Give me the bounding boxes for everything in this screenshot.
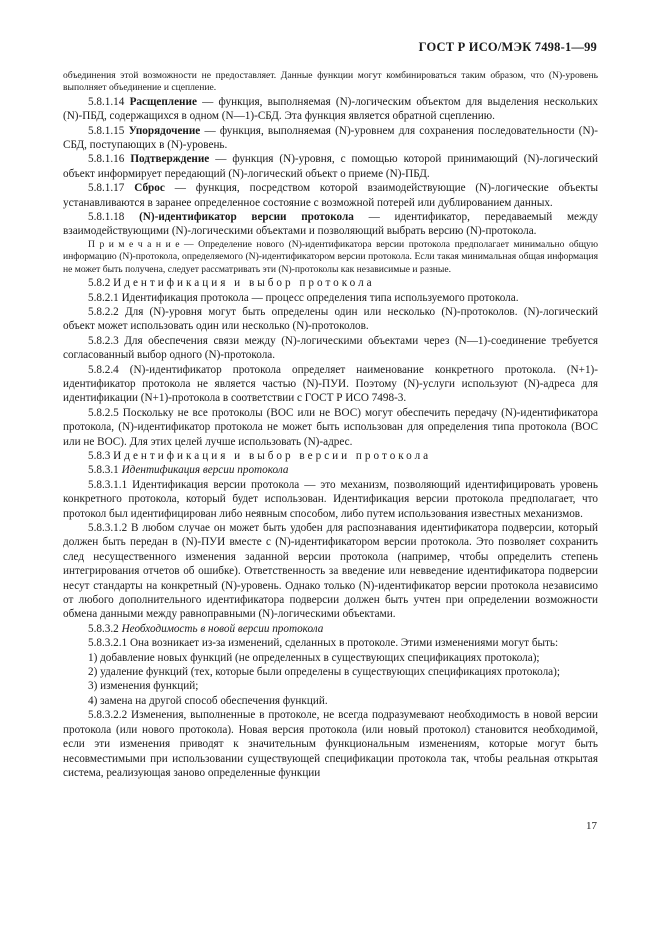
section-heading-5-8-3: 5.8.3 Идентификация и выбор версии протокола — [88, 449, 432, 462]
paragraph-5-8-3-1-2: 5.8.3.1.2 В любом случае он может быть удобен для распознавания идентификатора подверсии, который должен быть передан в (N)-ПУИ вместе с (N)-идентификатором версии протокола. Это позволяет сохранить след несущественного изменения заданной версии протокола (например, чтобы определить степень интегрирования отчетов об ошибке). Ответственность за введение или невведение идентификатора подверсии несут стандарты на конкретный (N)-уровень. Однако только (N)-идентификатор версии протокола независимо от любого дополнительного идентификатора подверсии должен быть учтен при определении возможности обмена данными между равноправными (N)-логическими объектами. — [63, 522, 598, 621]
intro-paragraph: объединения этой возможности не предоставляет. Данные функции могут комбинироваться таким образом, что (N)-уровень выполняет объединение и сцепление. — [63, 70, 598, 94]
list-item: 1) добавление новых функций (не определенных в существующих спецификациях протокола); — [88, 651, 540, 664]
note-label: П р и м е ч а н и е — [88, 238, 180, 250]
page-content — [63, 70, 598, 780]
paragraph-5-8-2-2: 5.8.2.2 Для (N)-уровня могут быть определены один или несколько (N)-протоколов. (N)-логический объект может использовать один или несколько (N)-протоколов. — [63, 305, 598, 333]
paragraph-5-8-2-1: 5.8.2.1 Идентификация протокола — процесс определения типа используемого протокола. — [88, 291, 519, 304]
subsection-heading-5-8-3-1: 5.8.3.1 Идентификация версии протокола — [88, 464, 289, 477]
definition-term: Упорядочение — [128, 124, 201, 137]
paragraph-5-8-3-1-1: 5.8.3.1.1 Идентификация версии протокола — это механизм, позволяющий идентифицировать уровень конкретного протокола, который будет использован. Идентификация версии протокола предполагает, что протокол был идентифицирован либо неявным способом, либо путем использования известных механизмов. — [63, 478, 598, 520]
paragraph-5-8-2-4: 5.8.2.4 (N)-идентификатор протокола определяет наименование конкретного протокола. (N+1)-идентификатор протокола не является частью (N)-ПУИ. Поэтому (N)-услуги используют (N)-адреса для идентификации (N+1)-протокола в соответствии с ГОСТ Р ИСО 7498-3. — [63, 363, 598, 405]
definition-5-8-1-18: 5.8.1.18 (N)-идентификатор версии протокола — идентификатор, передаваемый между взаимодействующими (N)-логическими объектами и позволяющий выбрать версию (N)-протокола. — [63, 211, 598, 238]
list-item: 2) удаление функций (тех, которые были определены в существующих спецификациях протокола); — [88, 666, 560, 679]
definition-term: (N)-идентификатор версии протокола — [139, 211, 354, 224]
page-header: ГОСТ Р ИСО/МЭК 7498-1—99 — [418, 40, 597, 54]
note-paragraph: П р и м е ч а н и е — Определение нового (N)-идентификатора версии протокола предполагает минимально общую информацию (N)-протокола, определяемого (N)-идентификатором версии протокола. Если такая минимальная общая информация не может быть получена, следует рассматривать эти (N)-протоколы как независимые и разные. — [63, 238, 599, 275]
paragraph-5-8-2-3: 5.8.2.3 Для обеспечения связи между (N)-логическими объектами через (N—1)-соединение требуется согласованный выбор одного (N)-протокола. — [63, 334, 598, 362]
definition-term: Подтверждение — [130, 153, 210, 166]
definition-term: Расщепление — [129, 95, 197, 108]
paragraph-5-8-3-2-1: 5.8.3.2.1 Она возникает из-за изменений, сделанных в протоколе. Этими изменениями могут быть: — [88, 637, 559, 650]
subsection-heading-5-8-3-2: 5.8.3.2 Необходимость в новой версии протокола — [88, 622, 324, 635]
definition-5-8-1-17: 5.8.1.17 Сброс — функция, посредством которой взаимодействующие (N)-логические объекты устанавливаются в заранее определенное состояние с возможной потерей или дублированием данных. — [63, 182, 599, 209]
section-title: Идентификация и выбор версии протокола — [113, 449, 432, 462]
definition-5-8-1-16: 5.8.1.16 Подтверждение — функция (N)-уровня, с помощью которой принимающий (N)-логический объект информирует передающий (N)-логический объект о приеме (N)-ПБД. — [63, 153, 598, 180]
definition-5-8-1-15: 5.8.1.15 Упорядочение — функция, выполняемая (N)-уровнем для сохранения последовательности (N)-СБД, поступающих в (N)-уровень. — [63, 124, 599, 152]
page-number: 17 — [586, 820, 597, 832]
subsection-title: Необходимость в новой версии протокола — [121, 622, 324, 635]
definition-5-8-1-14: 5.8.1.14 Расщепление — функция, выполняемая (N)-логическим объектом для выделения нескольких (N)-ПБД, содержащихся в одном (N—1)-СБД. Эта функция является обратной сцеплению. — [63, 95, 599, 123]
subsection-title: Идентификация версии протокола — [121, 464, 289, 477]
paragraph-5-8-3-2-2: 5.8.3.2.2 Изменения, выполненные в протоколе, не всегда подразумевают необходимость в новой версии протокола (или нового протокола). Новая версия протокола (или новый протокол) становится необходимой, если эти изменения приводят к значительным функциональным изменениям, которые могут быть несовместимыми при использовании существующей спецификации протокола так, чтобы реальная открытая система, реализующая заново определенные функции — [63, 709, 598, 779]
section-title: Идентификация и выбор протокола — [113, 277, 375, 290]
paragraph-5-8-2-5: 5.8.2.5 Поскольку не все протоколы (ВОС или не ВОС) могут обеспечить передачу (N)-идентификатора протокола, (N)-идентификатор протокола не может быть использован для определения типа протокола (ВОС или не ВОС). Для этих целей лучше использовать (N)-адрес. — [63, 406, 598, 448]
list-item: 4) замена на другой способ обеспечения функций. — [88, 694, 328, 707]
definition-term: Сброс — [134, 182, 165, 195]
list-item: 3) изменения функций; — [88, 680, 199, 693]
section-heading-5-8-2: 5.8.2 Идентификация и выбор протокола — [88, 277, 375, 290]
